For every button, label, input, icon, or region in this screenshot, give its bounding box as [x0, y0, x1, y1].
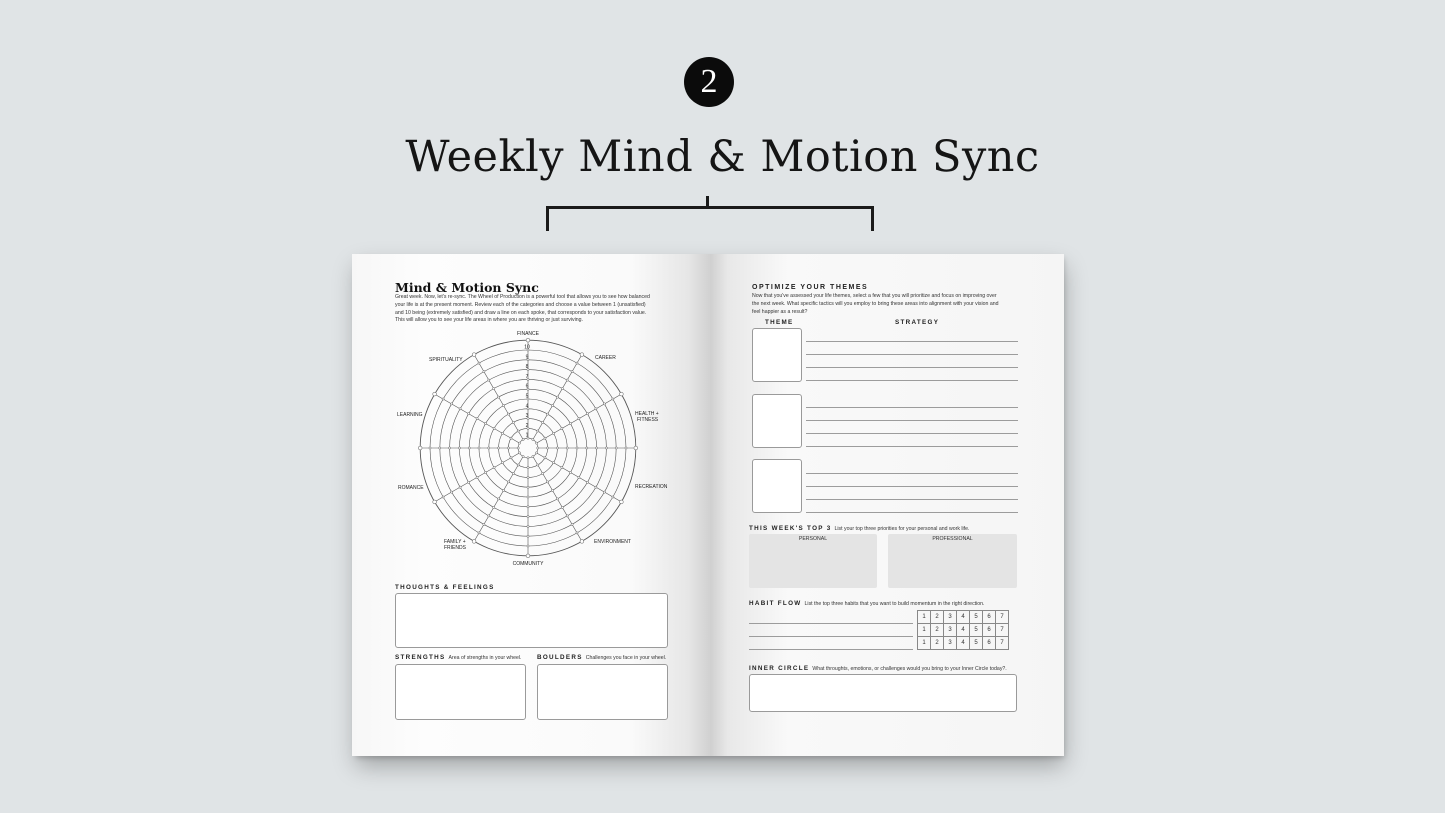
wheel-marker[interactable] [571, 523, 573, 525]
scale-number: 3 [525, 413, 529, 420]
wheel-spokes [418, 338, 637, 557]
scale-number: 1 [525, 432, 529, 439]
strategy-line[interactable] [806, 433, 1018, 434]
habit-day-cell[interactable]: 1 [918, 624, 931, 637]
wheel-marker[interactable] [485, 471, 487, 473]
habit-tracker-row [918, 624, 1009, 637]
strategy-line[interactable] [806, 512, 1018, 513]
theme-box[interactable] [752, 459, 802, 513]
left-page-title: Mind & Motion Sync [395, 280, 539, 295]
wheel-marker[interactable] [459, 408, 461, 410]
wheel-marker[interactable] [493, 427, 495, 429]
wheel-marker[interactable] [472, 540, 476, 544]
inner-circle-label: INNER CIRCLE [749, 665, 810, 672]
intro-line: Great week. Now, let's re-sync. The Wheel of Production is a powerful tool that allows you to see how balanced [395, 294, 650, 300]
strengths-description: Area of strengths in your wheel. [448, 655, 522, 661]
wheel-marker[interactable] [615, 447, 617, 449]
wheel-marker[interactable] [527, 535, 529, 537]
step-number-badge: 2 [684, 57, 734, 107]
wheel-marker[interactable] [527, 486, 529, 488]
boulders-heading [537, 654, 666, 661]
personal-label: PERSONAL [798, 536, 828, 542]
wheel-marker[interactable] [501, 462, 503, 464]
wheel-marker[interactable] [459, 486, 461, 488]
habit-tracker-row [918, 637, 1009, 650]
wheel-marker[interactable] [556, 447, 558, 449]
left-page [352, 254, 710, 756]
wheel-marker[interactable] [578, 418, 580, 420]
wheel-marker[interactable] [576, 362, 578, 364]
strategy-column-header: STRATEGY [895, 319, 940, 326]
right-page [710, 254, 1064, 756]
habit-day-cell[interactable]: 7 [996, 624, 1009, 637]
wheel-marker[interactable] [544, 437, 546, 439]
wheel-marker[interactable] [498, 396, 500, 398]
wheel-marker[interactable] [526, 338, 530, 342]
category-environment: ENVIRONMENT [594, 539, 631, 545]
wheel-marker[interactable] [527, 506, 529, 508]
wheel-marker[interactable] [527, 467, 529, 469]
wheel-marker[interactable] [537, 464, 539, 466]
habit-day-cell[interactable]: 4 [957, 611, 970, 624]
habit-day-cell[interactable]: 7 [996, 637, 1009, 650]
wheel-marker[interactable] [603, 491, 605, 493]
habit-day-cell[interactable]: 5 [970, 637, 983, 650]
inner-circle-box[interactable] [749, 674, 1017, 712]
theme-box[interactable] [752, 394, 802, 448]
wheel-marker[interactable] [603, 403, 605, 405]
inner-circle-description: What throughts, emotions, or challenges would you bring to your Inner Circle today?. [812, 666, 1007, 672]
wheel-category-labels [397, 331, 668, 567]
wheel-marker[interactable] [507, 481, 509, 483]
wheel-marker[interactable] [433, 392, 437, 396]
wheel-marker[interactable] [547, 481, 549, 483]
habit-day-cell[interactable]: 3 [944, 624, 957, 637]
boulders-box[interactable] [537, 664, 668, 720]
habit-tracker-grid [917, 610, 1009, 650]
strategy-line[interactable] [806, 380, 1018, 381]
habit-day-cell[interactable]: 4 [957, 637, 970, 650]
strategy-line[interactable] [806, 486, 1018, 487]
wheel-marker[interactable] [547, 413, 549, 415]
category-community: COMMUNITY [512, 561, 544, 567]
habit-day-cell[interactable]: 2 [931, 611, 944, 624]
thoughts-feelings-box[interactable] [395, 593, 668, 648]
wheel-marker[interactable] [566, 515, 568, 517]
scale-number: 9 [525, 354, 529, 361]
strategy-line[interactable] [806, 446, 1018, 447]
wheel-marker[interactable] [478, 362, 480, 364]
habit-flow-heading [749, 600, 984, 607]
wheel-marker[interactable] [532, 438, 534, 440]
wheel-marker[interactable] [439, 447, 441, 449]
wheel-marker[interactable] [551, 405, 553, 407]
wheel-marker[interactable] [569, 471, 571, 473]
wheel-marker[interactable] [544, 457, 546, 459]
intro-line: and 10 being (extremely satisfied) and draw a line on each spoke, that corresponds to your satisfaction value. [395, 309, 647, 316]
strategy-line[interactable] [806, 367, 1018, 368]
habit-day-cell[interactable]: 2 [931, 624, 944, 637]
wheel-marker[interactable] [522, 455, 524, 457]
top3-label: THIS WEEK'S TOP 3 [749, 525, 832, 532]
wheel-marker[interactable] [569, 422, 571, 424]
wheel-marker[interactable] [625, 447, 627, 449]
wheel-marker[interactable] [507, 447, 509, 449]
category-family-line2: FRIENDS [444, 545, 466, 551]
professional-priorities-box[interactable] [888, 534, 1017, 588]
scale-number: 7 [525, 373, 529, 380]
habit-day-cell[interactable]: 6 [983, 624, 996, 637]
wheel-marker[interactable] [535, 452, 537, 454]
intro-line: This will allow you to see your life areas in where you are thriving or just surviving. [395, 317, 583, 324]
wheel-marker[interactable] [502, 405, 504, 407]
top3-description: List your top three priorities for your personal and work life. [834, 526, 970, 532]
wheel-of-life [352, 324, 710, 574]
wheel-marker[interactable] [586, 481, 588, 483]
wheel-marker[interactable] [580, 353, 584, 357]
scale-number: 6 [525, 383, 529, 390]
inner-circle-heading [749, 665, 1007, 672]
intro-line: your life is at the present moment. Review each of the categories and choose a value between 1 (unsatisfied) [395, 301, 646, 308]
strategy-line[interactable] [806, 407, 1018, 408]
wheel-marker[interactable] [507, 413, 509, 415]
right-intro [752, 293, 1032, 316]
wheel-marker[interactable] [483, 523, 485, 525]
top3-heading [749, 525, 969, 532]
wheel-marker[interactable] [527, 516, 529, 518]
wheel-marker[interactable] [556, 498, 558, 500]
wheel-marker[interactable] [527, 525, 529, 527]
category-recreation: RECREATION [635, 484, 668, 490]
wheel-marker[interactable] [552, 462, 554, 464]
wheel-marker[interactable] [634, 446, 638, 450]
bracket-connector [546, 206, 874, 231]
wheel-marker[interactable] [442, 496, 444, 498]
wheel-marker[interactable] [571, 371, 573, 373]
habit-day-cell[interactable]: 2 [931, 637, 944, 650]
wheel-marker[interactable] [576, 532, 578, 534]
strengths-box[interactable] [395, 664, 526, 720]
wheel-marker[interactable] [580, 540, 584, 544]
thoughts-feelings-label: THOUGHTS & FEELINGS [395, 584, 495, 591]
wheel-marker[interactable] [517, 430, 519, 432]
strengths-label: STRENGTHS [395, 654, 446, 661]
wheel-marker[interactable] [488, 515, 490, 517]
wheel-marker[interactable] [612, 496, 614, 498]
wheel-marker[interactable] [576, 447, 578, 449]
wheel-marker[interactable] [442, 398, 444, 400]
category-health-line2: FITNESS [637, 417, 659, 423]
professional-label: PROFESSIONAL [932, 536, 973, 542]
wheel-marker[interactable] [561, 506, 563, 508]
habit-day-cell[interactable]: 6 [983, 637, 996, 650]
scale-number: 10 [524, 344, 530, 351]
wheel-marker[interactable] [498, 498, 500, 500]
habit-day-cell[interactable]: 1 [918, 611, 931, 624]
scale-number: 4 [525, 403, 529, 410]
wheel-marker[interactable] [476, 418, 478, 420]
wheel-marker[interactable] [578, 476, 580, 478]
wheel-marker[interactable] [561, 427, 563, 429]
wheel-marker[interactable] [596, 447, 598, 449]
personal-priorities-box[interactable] [749, 534, 877, 588]
wheel-marker[interactable] [478, 532, 480, 534]
wheel-marker[interactable] [478, 447, 480, 449]
habit-line[interactable] [749, 623, 913, 624]
wheel-marker[interactable] [512, 421, 514, 423]
wheel-marker[interactable] [566, 379, 568, 381]
habit-flow-description: List the top three habits that you want to build momentum in the right direction. [804, 601, 985, 607]
wheel-marker[interactable] [542, 472, 544, 474]
optimize-themes-title: OPTIMIZE YOUR THEMES [752, 284, 869, 291]
category-health: HEALTH + [635, 411, 659, 417]
wheel-ring [518, 438, 538, 458]
theme-box[interactable] [752, 328, 802, 382]
strategy-line[interactable] [806, 354, 1018, 355]
habit-day-cell[interactable]: 5 [970, 624, 983, 637]
habit-line[interactable] [749, 636, 913, 637]
wheel-marker[interactable] [566, 447, 568, 449]
wheel-marker[interactable] [488, 447, 490, 449]
wheel-marker[interactable] [595, 408, 597, 410]
category-finance: FINANCE [517, 331, 539, 337]
category-spirituality: SPIRITUALITY [429, 357, 463, 363]
wheel-marker[interactable] [502, 489, 504, 491]
habit-day-cell[interactable]: 5 [970, 611, 983, 624]
wheel-marker[interactable] [612, 398, 614, 400]
wheel-marker[interactable] [451, 403, 453, 405]
habit-day-cell[interactable]: 1 [918, 637, 931, 650]
wheel-marker[interactable] [586, 447, 588, 449]
wheel-marker[interactable] [468, 447, 470, 449]
wheel-marker[interactable] [451, 491, 453, 493]
wheel-marker[interactable] [547, 447, 549, 449]
wheel-marker[interactable] [620, 500, 624, 504]
wheel-marker[interactable] [501, 432, 503, 434]
wheel-marker[interactable] [512, 472, 514, 474]
theme-column-header: THEME [765, 319, 794, 326]
habit-day-cell[interactable]: 4 [957, 624, 970, 637]
wheel-marker[interactable] [556, 396, 558, 398]
wheel-marker[interactable] [433, 500, 437, 504]
wheel-marker[interactable] [488, 379, 490, 381]
boulders-label: BOULDERS [537, 654, 583, 661]
wheel-marker[interactable] [468, 413, 470, 415]
wheel-marker[interactable] [527, 545, 529, 547]
wheel-marker[interactable] [468, 481, 470, 483]
wheel-marker[interactable] [517, 447, 519, 449]
habit-day-cell[interactable]: 7 [996, 611, 1009, 624]
scale-number: 5 [525, 393, 529, 400]
wheel-marker[interactable] [493, 467, 495, 469]
habit-flow-label: HABIT FLOW [749, 600, 802, 607]
wheel-marker[interactable] [537, 430, 539, 432]
wheel-marker[interactable] [429, 447, 431, 449]
wheel-marker[interactable] [498, 447, 500, 449]
wheel-marker[interactable] [485, 422, 487, 424]
habit-day-cell[interactable]: 3 [944, 637, 957, 650]
strategy-line[interactable] [806, 420, 1018, 421]
wheel-marker[interactable] [472, 353, 476, 357]
wheel-marker[interactable] [620, 392, 624, 396]
strategy-line[interactable] [806, 473, 1018, 474]
wheel-marker[interactable] [527, 457, 529, 459]
wheel-marker[interactable] [551, 489, 553, 491]
wheel-marker[interactable] [561, 467, 563, 469]
wheel-marker[interactable] [532, 455, 534, 457]
intro-line: feel happier as a result? [752, 308, 808, 315]
wheel-marker[interactable] [595, 486, 597, 488]
wheel-marker[interactable] [527, 476, 529, 478]
wheel-marker[interactable] [542, 421, 544, 423]
intro-line: Now that you've assessed your life themes, select a few that you will prioritize and focus on improving over [752, 293, 997, 299]
wheel-marker[interactable] [537, 447, 539, 449]
wheel-marker[interactable] [535, 442, 537, 444]
scale-number: 2 [525, 422, 529, 429]
wheel-marker[interactable] [510, 437, 512, 439]
habit-day-cell[interactable]: 6 [983, 611, 996, 624]
category-career: CAREER [595, 355, 616, 361]
wheel-marker[interactable] [518, 442, 520, 444]
habit-day-cell[interactable]: 3 [944, 611, 957, 624]
strategy-line[interactable] [806, 341, 1018, 342]
category-romance: ROMANCE [398, 485, 424, 491]
wheel-marker[interactable] [449, 447, 451, 449]
wheel-marker[interactable] [510, 457, 512, 459]
scale-number: 8 [525, 364, 529, 371]
wheel-marker[interactable] [586, 413, 588, 415]
wheel-scale [524, 345, 530, 439]
wheel-marker[interactable] [552, 432, 554, 434]
strengths-heading [395, 654, 522, 661]
intro-line: the next week. What specific tactics will you employ to bring these areas into alignment with your vision and [752, 300, 999, 307]
wheel-marker[interactable] [518, 452, 520, 454]
wheel-marker[interactable] [493, 506, 495, 508]
left-intro [395, 294, 685, 325]
wheel-marker[interactable] [476, 476, 478, 478]
wheel-marker[interactable] [493, 388, 495, 390]
wheel-marker[interactable] [605, 447, 607, 449]
wheel-marker[interactable] [522, 438, 524, 440]
category-learning: LEARNING [397, 412, 423, 418]
wheel-marker[interactable] [561, 388, 563, 390]
wheel-marker[interactable] [418, 446, 422, 450]
wheel-marker[interactable] [517, 464, 519, 466]
wheel-marker[interactable] [458, 447, 460, 449]
wheel-marker[interactable] [526, 554, 530, 558]
category-family: FAMILY + [444, 539, 466, 545]
page-title: Weekly Mind & Motion Sync [405, 132, 1040, 182]
wheel-marker[interactable] [527, 496, 529, 498]
strategy-line[interactable] [806, 499, 1018, 500]
habit-line[interactable] [749, 649, 913, 650]
boulders-description: Challenges you face in your wheel. [585, 655, 667, 661]
wheel-marker[interactable] [483, 371, 485, 373]
habit-tracker-row [918, 611, 1009, 624]
